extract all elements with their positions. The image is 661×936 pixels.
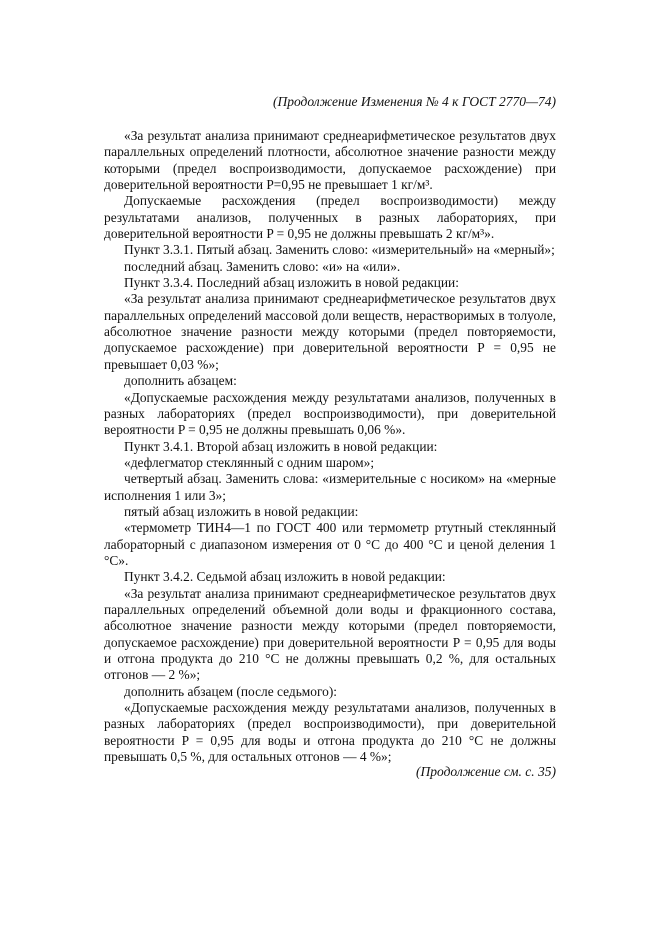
paragraph: «термометр ТИН4—1 по ГОСТ 400 или термометр ртутный стеклянный лабораторный с диапазоном измерения от 0 °С до 400 °С и ценой деления 1 °С».	[104, 520, 556, 568]
paragraph: Пункт 3.4.2. Седьмой абзац изложить в новой редакции:	[124, 569, 446, 585]
document-body	[104, 128, 556, 765]
paragraph: «За результат анализа принимают среднеарифметическое результатов двух параллельных определений массовой доли веществ, нерастворимых в толуоле, абсолютное значение разности между которыми (предел повторяемости, допускаемое расхождение) при доверительной вероятности P = 0,95 не превышает 0,03 %»;	[104, 291, 556, 372]
paragraph: «дефлегматор стеклянный с одним шаром»;	[124, 454, 375, 470]
paragraph: пятый абзац изложить в новой редакции:	[124, 503, 359, 519]
paragraph: Пункт 3.3.1. Пятый абзац. Заменить слово: «измерительный» на «мерный»;	[124, 242, 555, 258]
paragraph: Допускаемые расхождения (предел воспроизводимости) между результатами анализов, полученных в разных лабораториях, при доверительной вероятности P = 0,95 не должны превышать 2 кг/м³».	[104, 193, 556, 242]
paragraph: «За результат анализа принимают среднеарифметическое результатов двух параллельных определений плотности, абсолютное значение разности между которыми (предел воспроизводимости, допускаемое расхождение) при доверительной вероятности P=0,95 не превышает 1 кг/м³.	[104, 128, 556, 193]
paragraph: четвертый абзац. Заменить слова: «измерительные с носиком» на «мерные исполнения 1 или 3»;	[104, 471, 556, 503]
paragraph: «Допускаемые расхождения между результатами анализов, полученных в разных лабораториях (предел воспроизводимости), при доверительной вероятности P = 0,95 для воды и отгона продукта до 210 °С не должны превышать 0,5 %, для остальных отгонов — 4 %»;	[104, 700, 556, 765]
continuation-footer: (Продолжение см. с. 35)	[416, 764, 556, 779]
paragraph: дополнить абзацем:	[124, 373, 237, 389]
paragraph: «За результат анализа принимают среднеарифметическое результатов двух параллельных определений объемной доли воды и фракционного состава, абсолютное значение разности между которыми (предел повторяемости, допускаемое расхождение) при доверительной вероятности P = 0,95 для воды и отгона продукта до 210 °С не должны превышать 0,2 %, для остальных отгонов — 2 %»;	[104, 585, 556, 683]
paragraph: Пункт 3.4.1. Второй абзац изложить в новой редакции:	[124, 438, 438, 454]
paragraph: Пункт 3.3.4. Последний абзац изложить в новой редакции:	[124, 275, 459, 291]
paragraph: «Допускаемые расхождения между результатами анализов, полученных в разных лабораториях (предел воспроизводимости), при доверительной вероятности P = 0,95 не должны превышать 0,06 %».	[104, 389, 556, 438]
paragraph: дополнить абзацем (после седьмого):	[124, 683, 338, 699]
paragraph: последний абзац. Заменить слово: «и» на «или».	[124, 258, 401, 274]
continuation-header: (Продолжение Изменения № 4 к ГОСТ 2770—74)	[272, 94, 556, 109]
